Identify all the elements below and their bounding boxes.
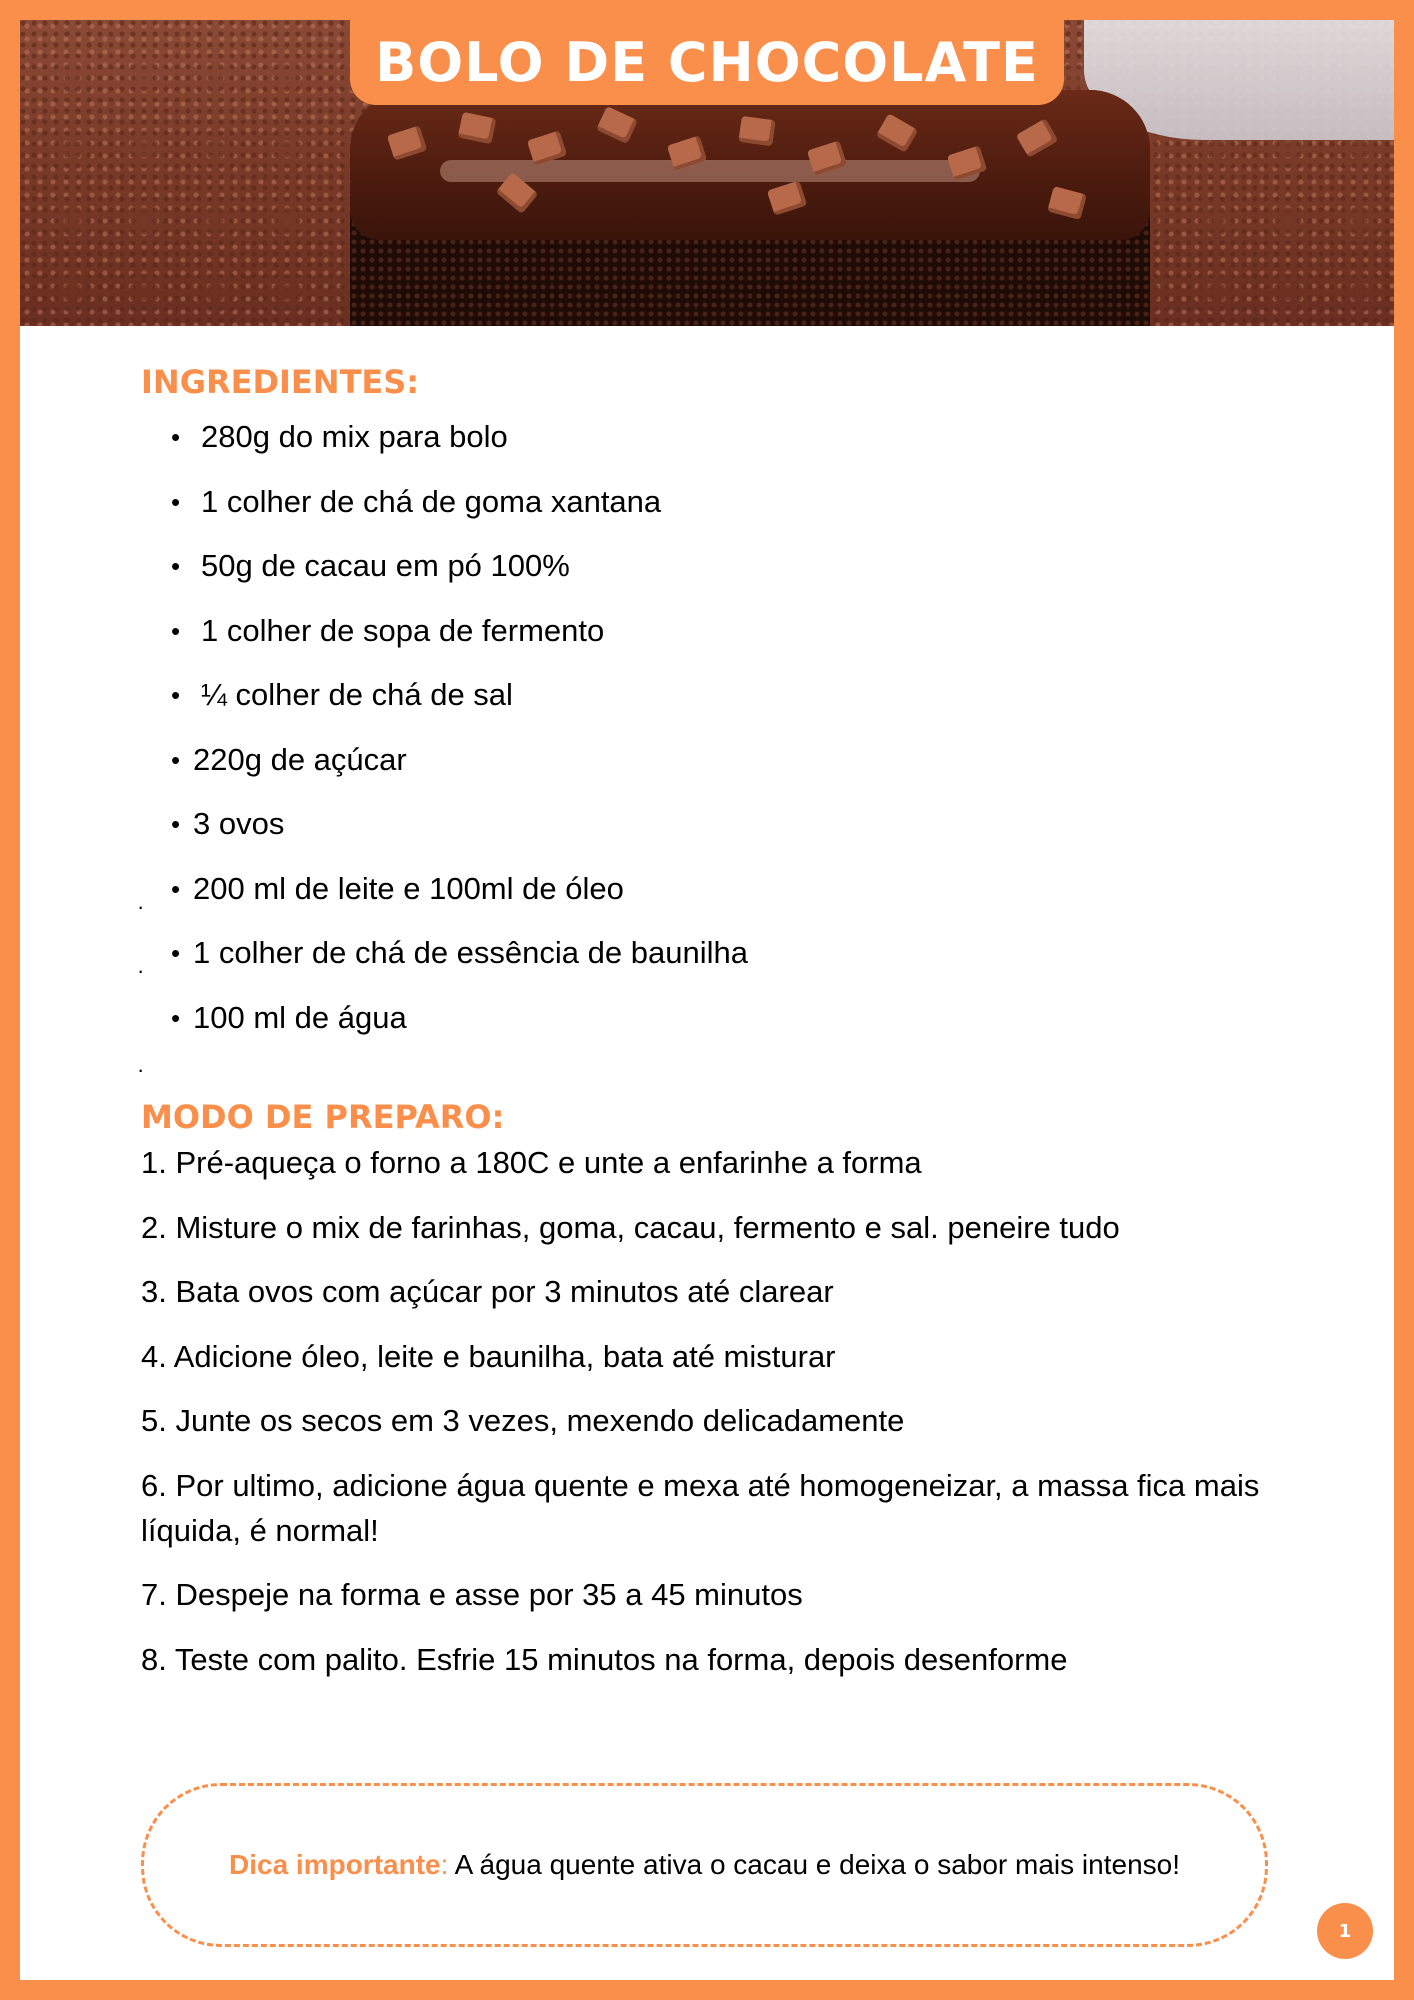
list-item <box>141 663 1291 728</box>
bullet-icon: • <box>171 422 181 452</box>
bullet-icon: • <box>171 873 181 904</box>
chocolate-chunk <box>458 112 497 145</box>
list-item <box>137 921 1291 986</box>
chocolate-chunk <box>596 106 638 144</box>
step-item: 8. Teste com palito. Esfrie 15 minutos na forma, depois desenforme <box>141 1641 1068 1677</box>
step-item: 3. Bata ovos com açúcar por 3 minutos até clarear <box>141 1274 834 1309</box>
tip-label: Dica importante <box>229 1849 441 1880</box>
cake-slice <box>350 90 1150 326</box>
stray-dot: · <box>137 893 145 919</box>
chocolate-chunk <box>738 116 775 146</box>
bullet-icon: • <box>171 486 181 517</box>
ingredient-text: 1 colher de chá de goma xantana <box>201 483 662 519</box>
chocolate-chunk <box>767 180 807 215</box>
bullet-icon: • <box>171 938 181 968</box>
bullet-icon: • <box>171 1002 181 1033</box>
ingredients-list <box>137 405 1291 1082</box>
page-number-badge: 1 <box>1317 1903 1373 1959</box>
step-item: 1. Pré-aqueça o forno a 180C e unte a enfarinhe a forma <box>141 1145 922 1180</box>
ingredient-text: 1 colher de chá de essência de baunilha <box>193 935 748 970</box>
list-item <box>141 599 1291 664</box>
ingredient-text: ¼ colher de chá de sal <box>201 677 513 712</box>
chocolate-chunk <box>1047 186 1087 220</box>
list-item <box>137 857 1291 922</box>
preparation-heading: MODO DE PREPARO: <box>141 1098 505 1136</box>
list-item <box>141 405 1291 470</box>
bullet-icon: • <box>171 680 181 710</box>
tip-box <box>141 1783 1268 1947</box>
step-item: 7. Despeje na forma e asse por 35 a 45 minutos <box>141 1577 803 1612</box>
ingredient-text: 100 ml de água <box>193 999 407 1035</box>
ingredient-text: 280g do mix para bolo <box>201 419 508 454</box>
tip-separator: : <box>440 1849 449 1880</box>
preparation-steps <box>141 1140 1291 1682</box>
step-item: 6. Por ultimo, adicione água quente e mexa até homogeneizar, a massa fica mais líquida, é normal! <box>141 1467 1260 1548</box>
ingredient-text: 200 ml de leite e 100ml de óleo <box>193 870 624 906</box>
ingredients-heading: INGREDIENTES: <box>141 363 420 401</box>
ingredient-text: 3 ovos <box>193 806 285 841</box>
ingredient-text: 50g de cacau em pó 100% <box>201 548 570 583</box>
step-item: 2. Misture o mix de farinhas, goma, cacau, fermento e sal. peneire tudo <box>141 1209 1120 1245</box>
bullet-icon: • <box>171 615 181 646</box>
cake-frosting <box>350 90 1150 240</box>
bullet-icon: • <box>171 551 181 581</box>
stray-dot: · <box>137 1056 145 1082</box>
list-item <box>141 792 1291 857</box>
chocolate-chunk <box>387 125 427 160</box>
chocolate-chunk <box>947 145 987 180</box>
step-item: 4. Adicione óleo, leite e baunilha, bata até misturar <box>141 1338 836 1374</box>
chocolate-chunk <box>1016 118 1058 158</box>
bullet-icon: • <box>171 744 181 775</box>
list-item <box>141 728 1291 793</box>
list-item <box>141 534 1291 599</box>
list-item <box>141 470 1291 535</box>
bullet-icon: • <box>171 809 181 839</box>
step-item: 5. Junte os secos em 3 vezes, mexendo delicadamente <box>141 1403 905 1438</box>
stray-dot: · <box>137 958 145 983</box>
recipe-content <box>137 360 1291 1701</box>
ingredient-text: 1 colher de sopa de fermento <box>201 612 605 648</box>
title-banner <box>350 20 1064 105</box>
ingredient-text: 220g de açúcar <box>193 741 407 777</box>
list-item <box>137 986 1291 1082</box>
hero-cake-photo <box>20 20 1394 326</box>
chocolate-chunk <box>876 113 918 153</box>
page-title: BOLO DE CHOCOLATE <box>375 31 1039 94</box>
tip-text: A água quente ativa o cacau e deixa o sabor mais intenso! <box>448 1849 1180 1880</box>
